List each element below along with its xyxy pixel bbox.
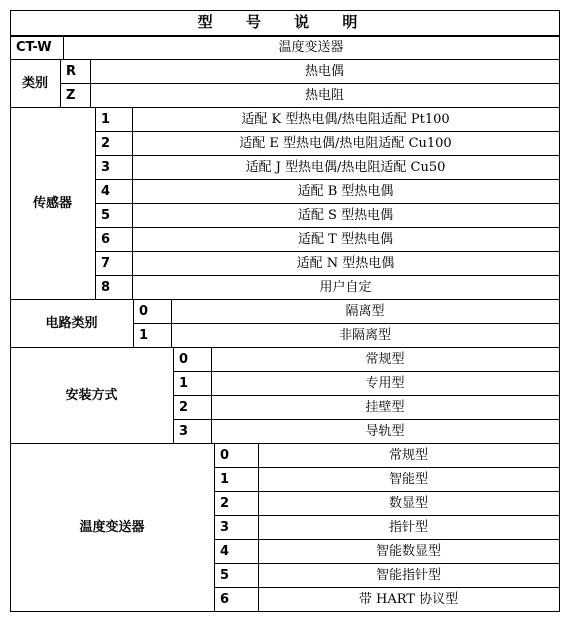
option-code: R: [66, 63, 77, 79]
option-code: 3: [220, 519, 230, 535]
option-code: 8: [101, 279, 111, 295]
grid-line: [63, 35, 64, 59]
option-code: 3: [179, 423, 189, 439]
option-code: 5: [220, 567, 230, 583]
option-code: 2: [101, 135, 111, 151]
option-code: 1: [220, 471, 230, 487]
option-code: 1: [139, 327, 149, 343]
section-label: 电路类别: [45, 315, 98, 331]
grid-line: [10, 35, 560, 37]
grid-line: [10, 611, 560, 612]
grid-line: [559, 10, 560, 612]
option-code: 7: [101, 255, 111, 271]
option-text: 专用型: [365, 375, 405, 391]
option-text: 常规型: [388, 447, 428, 463]
option-code: 0: [220, 447, 230, 463]
grid-line: [10, 10, 560, 11]
option-code: 2: [179, 399, 189, 415]
option-text: 智能型: [388, 471, 428, 487]
option-text: 数显型: [388, 495, 428, 511]
option-text: 非隔离型: [338, 327, 391, 343]
option-code: 4: [101, 183, 111, 199]
option-code: 1: [101, 111, 111, 127]
option-text: 适配 T 型热电偶: [298, 231, 393, 247]
option-text: 适配 J 型热电偶/热电阻适配 Cu50: [245, 159, 446, 175]
option-text: 适配 E 型热电偶/热电阻适配 Cu100: [239, 135, 452, 151]
option-text: 适配 K 型热电偶/热电阻适配 Pt100: [241, 111, 450, 127]
option-text: 热电阻: [304, 87, 344, 103]
option-text: 用户自定: [319, 279, 372, 295]
option-text: 适配 B 型热电偶: [297, 183, 394, 199]
model-code: CT-W: [16, 39, 52, 55]
option-text: 智能数显型: [375, 543, 441, 559]
option-text: 带 HART 协议型: [358, 591, 459, 607]
option-text: 适配 S 型热电偶: [297, 207, 394, 223]
option-code: 0: [139, 303, 149, 319]
option-code: 1: [179, 375, 189, 391]
section-label: 类别: [21, 75, 48, 91]
option-code: 6: [220, 591, 230, 607]
option-code: 0: [179, 351, 189, 367]
option-code: 5: [101, 207, 111, 223]
section-label: 安装方式: [65, 387, 118, 403]
option-text: 适配 N 型热电偶: [296, 255, 395, 271]
grid-line: [10, 10, 11, 612]
model-name: 温度变送器: [278, 39, 344, 55]
table-title: 型 号 说 明: [197, 13, 372, 31]
option-code: 2: [220, 495, 230, 511]
option-text: 常规型: [365, 351, 405, 367]
option-code: Z: [66, 87, 76, 103]
section-label: 传感器: [32, 195, 72, 211]
section-label: 温度变送器: [79, 519, 145, 535]
option-text: 导轨型: [365, 423, 405, 439]
option-text: 热电偶: [304, 63, 344, 79]
option-code: 6: [101, 231, 111, 247]
option-code: 3: [101, 159, 111, 175]
option-text: 智能指针型: [375, 567, 441, 583]
option-code: 4: [220, 543, 230, 559]
option-text: 隔离型: [345, 303, 385, 319]
option-text: 挂壁型: [365, 399, 405, 415]
option-text: 指针型: [388, 519, 428, 535]
